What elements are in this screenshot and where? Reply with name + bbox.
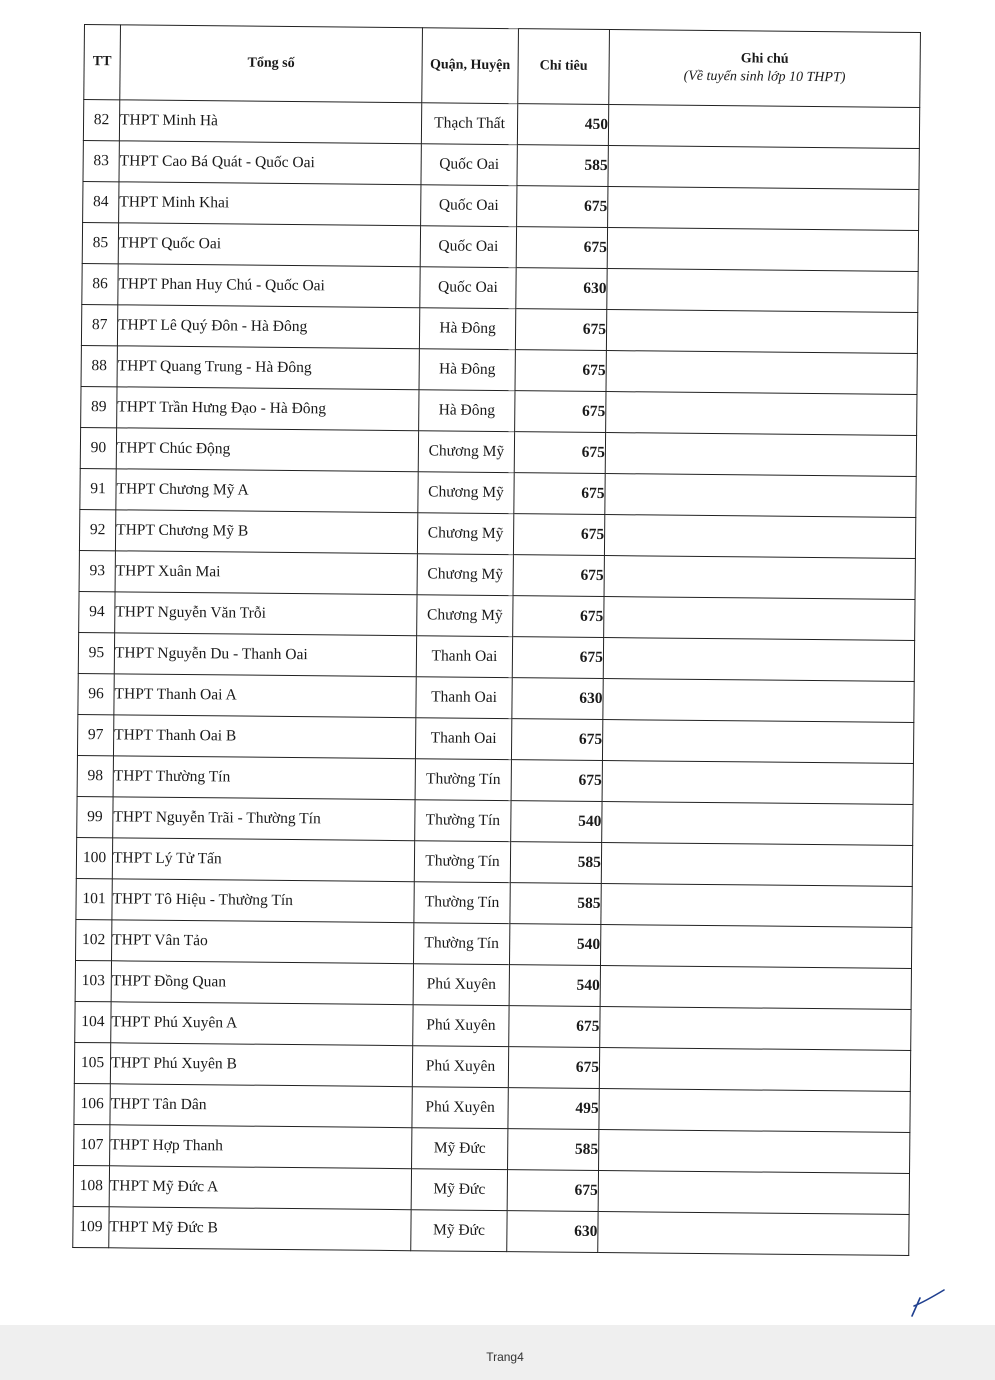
school-name-cell: THPT Nguyễn Du - Thanh Oai: [114, 633, 416, 677]
quota-cell: 675: [516, 227, 607, 269]
row-number: 100: [76, 837, 112, 878]
header-tt: TT: [84, 25, 121, 100]
row-number: 89: [81, 386, 117, 427]
note-cell: [602, 720, 913, 764]
note-cell: [603, 638, 914, 682]
signature-mark: [908, 1284, 948, 1320]
district-cell: Chương Mỹ: [417, 513, 513, 555]
district-cell: Chương Mỹ: [418, 472, 514, 514]
district-cell: Quốc Oai: [420, 226, 516, 268]
note-cell: [599, 1088, 910, 1132]
note-cell: [607, 269, 918, 313]
quota-cell: 675: [512, 637, 603, 679]
school-name-cell: THPT Trần Hưng Đạo - Hà Đông: [117, 387, 419, 431]
note-cell: [608, 105, 919, 149]
district-cell: Mỹ Đức: [411, 1169, 507, 1211]
quota-cell: 675: [514, 432, 605, 474]
school-name-cell: THPT Cao Bá Quát - Quốc Oai: [119, 141, 421, 185]
note-cell: [606, 310, 917, 354]
row-number: 92: [79, 509, 115, 550]
note-cell: [598, 1211, 909, 1255]
quota-cell: 675: [508, 1047, 599, 1089]
school-name-cell: THPT Minh Khai: [119, 182, 421, 226]
quota-cell: 675: [515, 391, 606, 433]
quota-cell: 585: [510, 842, 601, 884]
note-cell: [606, 351, 917, 395]
note-cell: [606, 392, 917, 436]
header-school-name: Tổng số: [120, 25, 423, 103]
note-cell: [607, 228, 918, 272]
quota-cell: 585: [517, 145, 608, 187]
row-number: 107: [74, 1124, 110, 1165]
school-name-cell: THPT Phú Xuyên B: [110, 1043, 412, 1087]
note-cell: [601, 843, 912, 887]
school-name-cell: THPT Thường Tín: [113, 756, 415, 800]
school-name-cell: THPT Chương Mỹ B: [115, 510, 417, 554]
district-cell: Mỹ Đức: [412, 1128, 508, 1170]
school-name-cell: THPT Mỹ Đức B: [109, 1207, 411, 1251]
quota-cell: 675: [511, 760, 602, 802]
district-cell: Hà Đông: [419, 349, 515, 391]
table-header-row: [84, 25, 921, 108]
row-number: 82: [83, 100, 119, 141]
note-cell: [608, 187, 919, 231]
quota-cell: 495: [508, 1088, 599, 1130]
quota-cell: 675: [515, 350, 606, 392]
note-cell: [599, 1129, 910, 1173]
table-body: [73, 100, 920, 1256]
header-quota: Chỉ tiêu: [518, 29, 610, 105]
quota-cell: 675: [513, 514, 604, 556]
note-cell: [603, 679, 914, 723]
row-number: 105: [74, 1042, 110, 1083]
enrollment-quota-table: [72, 24, 921, 1256]
note-cell: [600, 966, 911, 1010]
district-cell: Quốc Oai: [421, 185, 517, 227]
school-name-cell: THPT Nguyễn Văn Trỗi: [115, 592, 417, 636]
header-note-subtitle: (Về tuyển sinh lớp 10 THPT): [683, 68, 846, 86]
row-number: 87: [81, 304, 117, 345]
row-number: 101: [76, 878, 112, 919]
quota-cell: 675: [517, 186, 608, 228]
district-cell: Chương Mỹ: [417, 554, 513, 596]
quota-cell: 540: [511, 801, 602, 843]
quota-cell: 585: [510, 883, 601, 925]
district-cell: Quốc Oai: [420, 267, 516, 309]
row-number: 108: [73, 1165, 109, 1206]
row-number: 106: [74, 1083, 110, 1124]
quota-cell: 675: [509, 1006, 600, 1048]
row-number: 96: [78, 673, 114, 714]
row-number: 103: [75, 960, 111, 1001]
district-cell: Phú Xuyên: [412, 1046, 508, 1088]
district-cell: Thạch Thất: [421, 103, 517, 145]
district-cell: Thường Tín: [414, 882, 510, 924]
quota-cell: 540: [509, 924, 600, 966]
row-number: 97: [77, 714, 113, 755]
row-number: 86: [82, 263, 118, 304]
district-cell: Quốc Oai: [421, 144, 517, 186]
note-cell: [600, 1006, 911, 1050]
school-name-cell: THPT Tô Hiệu - Thường Tín: [112, 879, 414, 923]
school-name-cell: THPT Đồng Quan: [111, 961, 413, 1005]
school-name-cell: THPT Xuân Mai: [115, 551, 417, 595]
school-name-cell: THPT Hợp Thanh: [110, 1125, 412, 1169]
page-number-label: Trang4: [486, 1350, 524, 1364]
row-number: 109: [73, 1206, 109, 1247]
note-cell: [598, 1170, 909, 1214]
school-name-cell: THPT Mỹ Đức A: [109, 1166, 411, 1210]
row-number: 88: [81, 345, 117, 386]
row-number: 85: [82, 222, 118, 263]
quota-cell: 675: [514, 473, 605, 515]
quota-cell: 675: [513, 596, 604, 638]
school-name-cell: THPT Lý Tử Tấn: [112, 838, 414, 882]
school-name-cell: THPT Nguyễn Trãi - Thường Tín: [113, 797, 415, 841]
district-cell: Thanh Oai: [415, 718, 511, 760]
quota-cell: 540: [509, 965, 600, 1007]
school-name-cell: THPT Quang Trung - Hà Đông: [117, 346, 419, 390]
note-cell: [605, 433, 916, 477]
district-cell: Phú Xuyên: [413, 1005, 509, 1047]
row-number: 84: [83, 181, 119, 222]
row-number: 104: [75, 1001, 111, 1042]
row-number: 93: [79, 550, 115, 591]
quota-cell: 675: [513, 555, 604, 597]
row-number: 102: [76, 919, 112, 960]
district-cell: Thanh Oai: [416, 636, 512, 678]
district-cell: Mỹ Đức: [411, 1210, 507, 1252]
note-cell: [604, 597, 915, 641]
note-cell: [599, 1047, 910, 1091]
school-name-cell: THPT Vân Tảo: [112, 920, 414, 964]
district-cell: Hà Đông: [419, 390, 515, 432]
header-district: Quận, Huyện: [422, 28, 519, 104]
quota-cell: 585: [508, 1129, 599, 1171]
school-name-cell: THPT Phan Huy Chú - Quốc Oai: [118, 264, 420, 308]
row-number: 91: [80, 468, 116, 509]
school-name-cell: THPT Thanh Oai A: [114, 674, 416, 718]
school-name-cell: THPT Quốc Oai: [118, 223, 420, 267]
row-number: 90: [80, 427, 116, 468]
district-cell: Thường Tín: [414, 841, 510, 883]
quota-cell: 450: [517, 104, 608, 146]
note-cell: [600, 925, 911, 969]
row-number: 98: [77, 755, 113, 796]
district-cell: Thường Tín: [415, 759, 511, 801]
row-number: 99: [77, 796, 113, 837]
school-name-cell: THPT Chúc Động: [116, 428, 418, 472]
table-row: [73, 1206, 909, 1255]
school-name-cell: THPT Thanh Oai B: [113, 715, 415, 759]
quota-cell: 675: [511, 719, 602, 761]
header-note-title: Ghi chú: [740, 51, 789, 67]
school-name-cell: THPT Lê Quý Đôn - Hà Đông: [117, 305, 419, 349]
quota-cell: 675: [515, 309, 606, 351]
row-number: 83: [83, 140, 119, 181]
quota-cell: 630: [512, 678, 603, 720]
school-name-cell: THPT Tân Dân: [110, 1084, 412, 1128]
district-cell: Phú Xuyên: [413, 964, 509, 1006]
note-cell: [604, 515, 915, 559]
quota-cell: 630: [516, 268, 607, 310]
school-name-cell: THPT Chương Mỹ A: [116, 469, 418, 513]
quota-cell: 630: [507, 1211, 598, 1253]
district-cell: Hà Đông: [419, 308, 515, 350]
school-name-cell: THPT Minh Hà: [119, 100, 421, 144]
note-cell: [601, 884, 912, 928]
row-number: 94: [79, 591, 115, 632]
school-name-cell: THPT Phú Xuyên A: [111, 1002, 413, 1046]
district-cell: Thanh Oai: [416, 677, 512, 719]
note-cell: [605, 474, 916, 518]
note-cell: [608, 146, 919, 190]
district-cell: Phú Xuyên: [412, 1087, 508, 1129]
note-cell: [602, 802, 913, 846]
district-cell: Chương Mỹ: [418, 431, 514, 473]
district-cell: Chương Mỹ: [417, 595, 513, 637]
district-cell: Thường Tín: [415, 800, 511, 842]
district-cell: Thường Tín: [413, 923, 509, 965]
header-note: [609, 30, 921, 108]
quota-cell: 675: [507, 1170, 598, 1212]
note-cell: [602, 761, 913, 805]
note-cell: [604, 556, 915, 600]
row-number: 95: [78, 632, 114, 673]
